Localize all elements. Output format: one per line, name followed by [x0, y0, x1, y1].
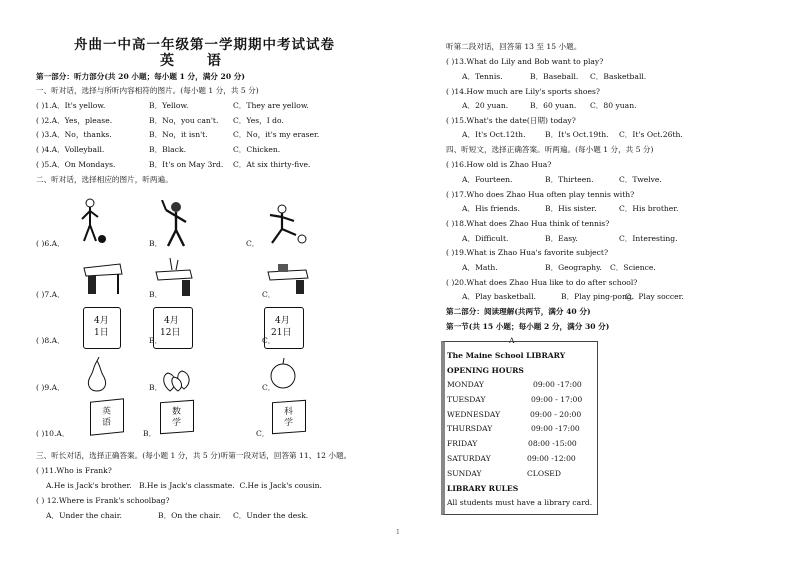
section4-heading: 四、听短文，选择正确答案。听两遍。(每小题 1 分，共 5 分) — [446, 145, 654, 154]
baseball-player-image — [160, 200, 196, 250]
q17-option-c: C．His brother. — [619, 204, 679, 213]
hours-day-tuesday: TUESDAY — [447, 395, 486, 404]
calendar-b-month: 4月 — [164, 316, 179, 326]
q14-stem: ( )14.How much are Lily's sports shoes? — [446, 87, 600, 96]
q18-option-a: A．Difficult. — [462, 234, 509, 243]
q20-option-c: C．Play soccer. — [625, 292, 684, 301]
book-image-science — [272, 400, 306, 434]
q19-option-b: B．Geography. — [545, 263, 602, 272]
q4-option-b: B．Black. — [149, 145, 186, 154]
segment2-heading: 听第二段对话，回答第 13 至 15 小题。 — [446, 42, 582, 51]
q13-stem: ( )13.What do Lily and Bob want to play? — [446, 57, 604, 66]
q7-stem: ( )7.A． — [36, 290, 65, 299]
q1-stem: ( )1.A．It's yellow. — [36, 101, 106, 110]
q2-option-b: B．No，you can't. — [149, 116, 219, 125]
q4-option-c: C．Chicken. — [233, 145, 281, 154]
calendar-a-month: 4月 — [94, 316, 109, 326]
hours-time-sunday: CLOSED — [527, 469, 561, 478]
q20-option-a: A．Play basketball. — [462, 292, 536, 301]
basketball-player-image — [78, 197, 108, 247]
hours-time-tuesday: 09:00 - 17:00 — [531, 395, 583, 404]
q10-option-c: C． — [256, 429, 270, 438]
book-english-label: 英语 — [102, 406, 112, 429]
q17-option-b: B．His sister. — [545, 204, 597, 213]
q12-option-b: B．On the chair. — [158, 511, 221, 520]
calendar-b-day: 12日 — [160, 328, 181, 338]
hours-day-sunday: SUNDAY — [447, 469, 482, 478]
calendar-a-day: 1日 — [94, 328, 109, 338]
section2-heading: 二、听对话，选择相应的图片，听两遍。 — [36, 175, 173, 184]
hours-day-thursday: THURSDAY — [447, 424, 493, 433]
calendar-c-day: 21日 — [271, 328, 292, 338]
page-number: 1 — [396, 529, 400, 536]
hours-day-saturday: SATURDAY — [447, 454, 491, 463]
q7-option-b: B． — [149, 290, 163, 299]
q12-stem: ( ) 12.Where is Frank's schoolbag? — [36, 496, 170, 505]
q1-option-b: B．Yellow. — [149, 101, 189, 110]
hours-day-monday: MONDAY — [447, 380, 484, 389]
q6-option-c: C． — [246, 239, 260, 248]
q16-option-c: C．Twelve. — [619, 175, 662, 184]
q8-option-c: C． — [262, 336, 276, 345]
q15-stem: ( )15.What's the date(日期) today? — [446, 116, 576, 125]
part2-heading: 第二部分：阅读理解(共两节，满分 40 分) — [446, 307, 591, 316]
library-rule-1: All students must have a library card. — [447, 498, 593, 507]
q5-option-c: C．At six thirty-five. — [233, 160, 311, 169]
strawberries-image — [160, 365, 196, 393]
q1-option-c: C．They are yellow. — [233, 101, 309, 110]
q9-option-c: C． — [262, 383, 276, 392]
q19-option-c: C．Science. — [610, 263, 656, 272]
q6-option-b: B． — [149, 239, 163, 248]
hours-time-thursday: 09:00 -17:00 — [531, 424, 580, 433]
q3-option-c: C．No，it's my eraser. — [233, 130, 320, 139]
q20-option-b: B．Play ping-pong. — [561, 292, 635, 301]
q19-option-a: A．Math. — [462, 263, 498, 272]
q11-stem: ( )11.Who is Frank? — [36, 466, 112, 475]
q16-option-a: A．Fourteen. — [462, 175, 513, 184]
q13-option-c: C．Basketball. — [590, 72, 647, 81]
q15-option-a: A．It's Oct.12th. — [462, 130, 526, 139]
q6-stem: ( )6.A． — [36, 239, 65, 248]
q13-option-a: A．Tennis. — [462, 72, 503, 81]
part1-heading: 第一部分：听力部分(共 20 小题；每小题 1 分，满分 20 分) — [36, 72, 245, 81]
q17-stem: ( )17.Who does Zhao Hua often play tennis with? — [446, 190, 635, 199]
pear-image — [84, 357, 110, 393]
q18-option-c: C．Interesting. — [619, 234, 678, 243]
q11-options: A.He is Jack's brother. B.He is Jack's classmate. C.He is Jack's cousin. — [46, 481, 322, 490]
q10-stem: ( )10.A． — [36, 429, 70, 438]
q14-option-a: A．20 yuan. — [462, 101, 509, 110]
q2-option-c: C．Yes，I do. — [233, 116, 284, 125]
q8-stem: ( )8.A． — [36, 336, 65, 345]
q15-option-c: C．It's Oct.26th. — [619, 130, 683, 139]
q18-stem: ( )18.What does Zhao Hua think of tennis? — [446, 219, 610, 228]
q15-option-b: B．It's Oct.19th. — [545, 130, 609, 139]
hours-time-friday: 08:00 -15:00 — [528, 439, 577, 448]
hours-day-wednesday: WEDNESDAY — [447, 410, 501, 419]
q9-option-b: B． — [149, 383, 163, 392]
section3-heading: 三、听长对话，选择正确答案。(每小题 1 分，共 5 分)听第一段对话，回答第 11、12 小题。 — [36, 451, 352, 460]
q10-option-b: B． — [143, 429, 157, 438]
q17-option-a: A．His friends. — [462, 204, 520, 213]
q7-option-c: C． — [262, 290, 276, 299]
q14-option-c: C．80 yuan. — [590, 101, 637, 110]
q5-option-b: B．It's on May 3rd. — [149, 160, 224, 169]
library-school-name: The Maine School LIBRARY — [447, 351, 566, 360]
book-math-label: 数学 — [172, 406, 182, 429]
book-science-label: 科学 — [284, 406, 294, 429]
opening-hours-heading: OPENING HOURS — [447, 366, 524, 375]
q8-option-b: B． — [149, 336, 163, 345]
hours-time-wednesday: 09:00 - 20:00 — [530, 410, 582, 419]
desk-image-a — [82, 262, 124, 296]
q12-option-c: C．Under the desk. — [233, 511, 309, 520]
q3-stem: ( )3.A．No，thanks. — [36, 130, 112, 139]
q14-option-b: B．60 yuan. — [530, 101, 577, 110]
exam-title: 舟曲一中高一年级第一学期期中考试试卷 — [74, 37, 335, 53]
hours-day-friday: FRIDAY — [447, 439, 478, 448]
q2-stem: ( )2.A．Yes，please. — [36, 116, 113, 125]
calendar-image-a — [83, 307, 121, 349]
exam-subject: 英 语 — [160, 53, 235, 69]
soccer-player-image — [260, 203, 308, 247]
part2-section1-heading: 第一节(共 15 小题；每小题 2 分，满分 30 分) — [446, 322, 610, 331]
calendar-c-month: 4月 — [275, 316, 290, 326]
q9-stem: ( )9.A． — [36, 383, 65, 392]
q18-option-b: B．Easy. — [545, 234, 578, 243]
q20-stem: ( )20.What does Zhao Hua like to do after school? — [446, 278, 638, 287]
q16-stem: ( )16.How old is Zhao Hua? — [446, 160, 552, 169]
q5-stem: ( )5.A．On Mondays. — [36, 160, 116, 169]
book-image-math — [160, 400, 194, 434]
hours-time-monday: 09:00 -17:00 — [533, 380, 582, 389]
hours-time-saturday: 09:00 -12:00 — [527, 454, 576, 463]
q19-stem: ( )19.What is Zhao Hua's favorite subject? — [446, 248, 609, 257]
book-image-english — [90, 398, 124, 436]
q12-option-a: A．Under the chair. — [46, 511, 122, 520]
q3-option-b: B．No，it isn't. — [149, 130, 208, 139]
library-rules-heading: LIBRARY RULES — [447, 484, 519, 493]
q4-stem: ( )4.A．Volleyball. — [36, 145, 105, 154]
q13-option-b: B．Baseball. — [530, 72, 579, 81]
section1-heading: 一、听对话，选择与所听内容相符的图片。(每小题 1 分，共 5 分) — [36, 86, 259, 95]
passage-label: A — [509, 336, 515, 345]
q16-option-b: B．Thirteen. — [545, 175, 594, 184]
